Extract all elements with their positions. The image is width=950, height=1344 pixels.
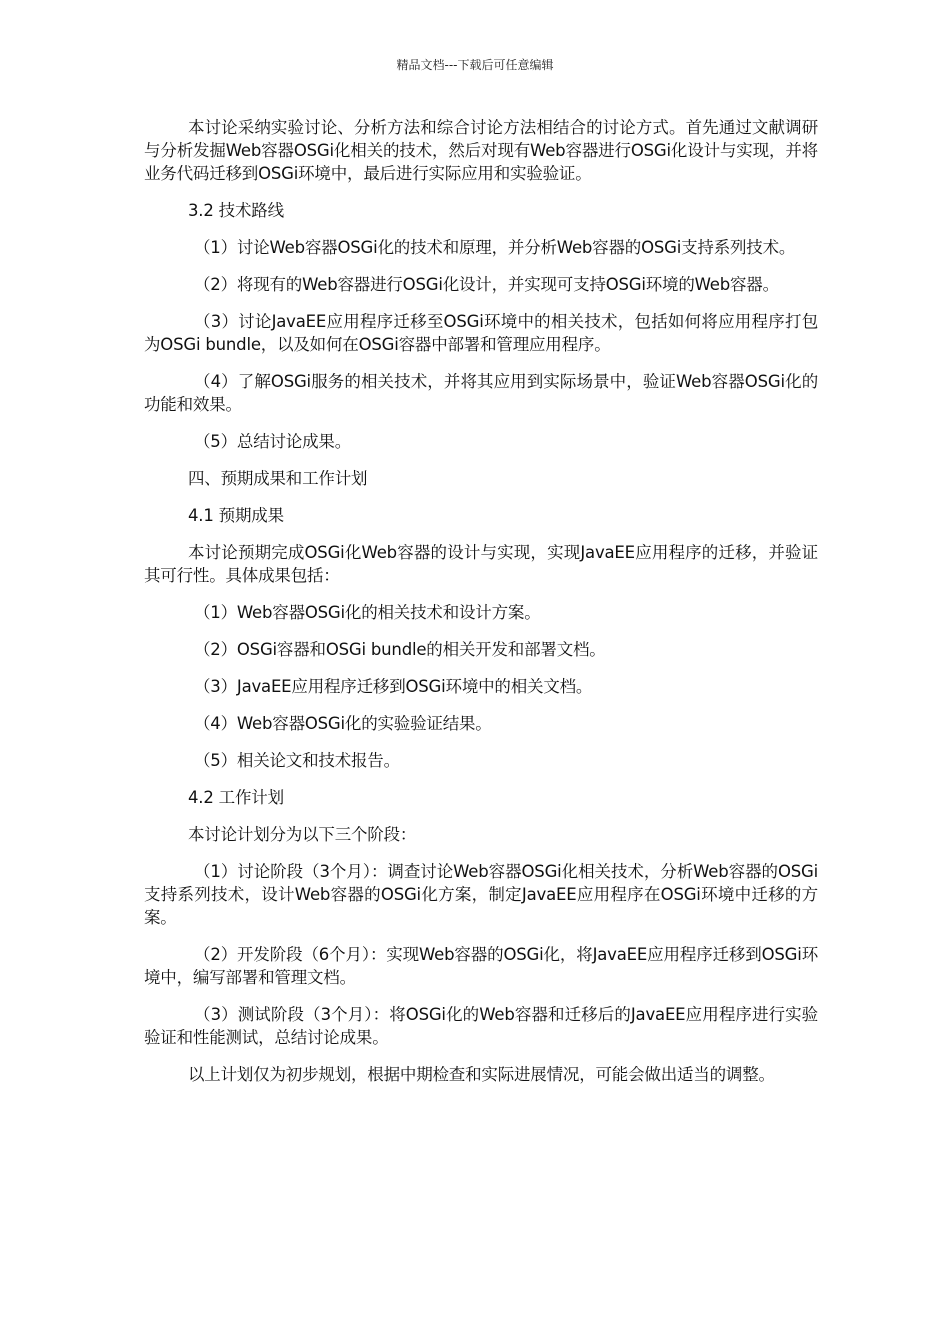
list-item: （5）总结讨论成果。 bbox=[194, 432, 351, 451]
section-heading-expected-results-plan: 四、预期成果和工作计划 bbox=[188, 469, 368, 488]
paragraph-closing-note: 以上计划仅为初步规划，根据中期检查和实际进展情况，可能会做出适当的调整。 bbox=[188, 1065, 775, 1084]
list-item: （1）讨论阶段（3个月）：调查讨论Web容器OSGi化相关技术，分析Web容器的OSGi支持系列技术，设计Web容器的OSGi化方案，制定JavaEE应用程序在OSGi环境中迁移的方案。 bbox=[144, 862, 818, 927]
list-item: （1）Web容器OSGi化的相关技术和设计方案。 bbox=[194, 603, 541, 622]
paragraph-work-plan-intro: 本讨论计划分为以下三个阶段： bbox=[188, 825, 417, 844]
document-body bbox=[144, 116, 818, 1100]
list-item: （3）JavaEE应用程序迁移到OSGi环境中的相关文档。 bbox=[194, 677, 593, 696]
paragraph-methodology: 本讨论采纳实验讨论、分析方法和综合讨论方法相结合的讨论方式。首先通过文献调研与分析发掘Web容器OSGi化相关的技术，然后对现有Web容器进行OSGi化设计与实现，并将业务代码迁移到OSGi环境中，最后进行实际应用和实验验证。 bbox=[144, 118, 818, 183]
paragraph-expected-results: 本讨论预期完成OSGi化Web容器的设计与实现，实现JavaEE应用程序的迁移，并验证其可行性。具体成果包括： bbox=[144, 543, 818, 585]
list-item: （5）相关论文和技术报告。 bbox=[194, 751, 400, 770]
section-heading-expected-results: 4.1 预期成果 bbox=[188, 506, 284, 525]
page-header: 精品文档---下载后可任意编辑 bbox=[396, 58, 554, 72]
list-item: （2）OSGi容器和OSGi bundle的相关开发和部署文档。 bbox=[194, 640, 606, 659]
list-item: （1）讨论Web容器OSGi化的技术和原理，并分析Web容器的OSGi支持系列技术。 bbox=[194, 238, 796, 257]
list-item: （3）讨论JavaEE应用程序迁移至OSGi环境中的相关技术，包括如何将应用程序打包为OSGi bundle，以及如何在OSGi容器中部署和管理应用程序。 bbox=[144, 312, 818, 354]
list-item: （4）了解OSGi服务的相关技术，并将其应用到实际场景中，验证Web容器OSGi化的功能和效果。 bbox=[144, 372, 818, 414]
section-heading-technical-route: 3.2 技术路线 bbox=[188, 201, 284, 220]
list-item: （4）Web容器OSGi化的实验验证结果。 bbox=[194, 714, 492, 733]
list-item: （3）测试阶段（3个月）：将OSGi化的Web容器和迁移后的JavaEE应用程序进行实验验证和性能测试，总结讨论成果。 bbox=[144, 1005, 818, 1047]
section-heading-work-plan: 4.2 工作计划 bbox=[188, 788, 284, 807]
list-item: （2）将现有的Web容器进行OSGi化设计，并实现可支持OSGi环境的Web容器。 bbox=[194, 275, 779, 294]
list-item: （2）开发阶段（6个月）：实现Web容器的OSGi化，将JavaEE应用程序迁移到OSGi环境中，编写部署和管理文档。 bbox=[144, 945, 818, 987]
